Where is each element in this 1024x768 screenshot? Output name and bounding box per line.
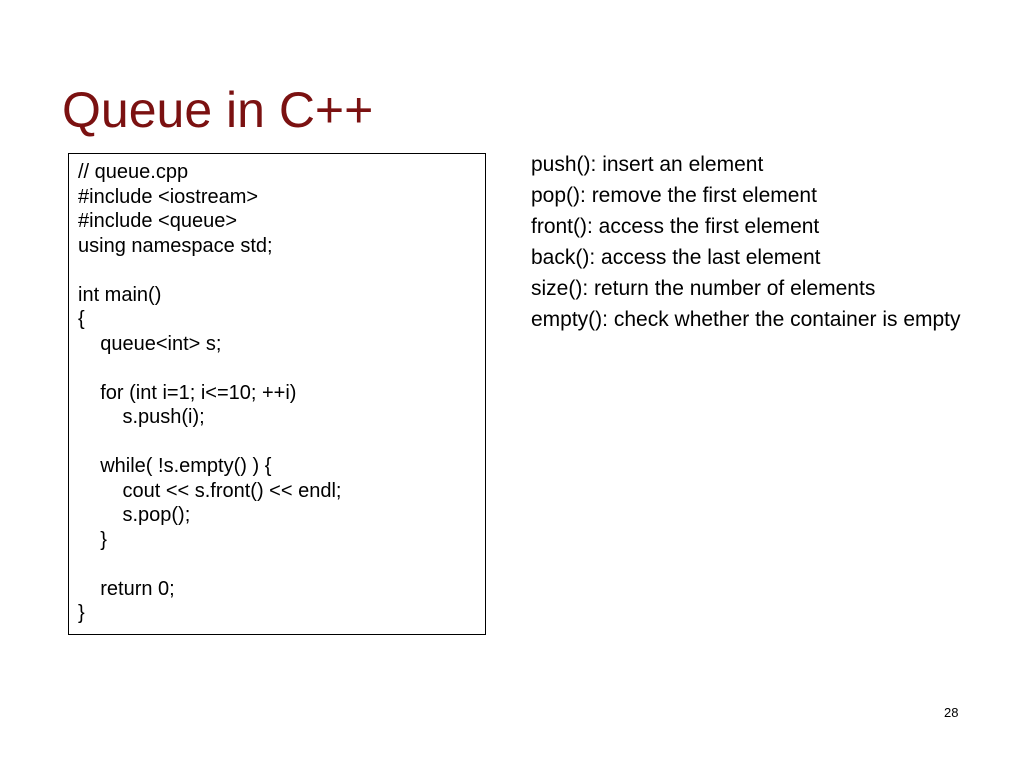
code-line: s.pop(); bbox=[78, 504, 191, 526]
method-list bbox=[531, 149, 1001, 335]
code-line: // queue.cpp bbox=[78, 161, 189, 183]
code-line: { bbox=[78, 308, 85, 330]
code-line: } bbox=[78, 528, 107, 551]
method-size: size(): return the number of elements bbox=[531, 277, 876, 300]
page-number: 28 bbox=[944, 705, 959, 720]
code-line: } bbox=[78, 602, 85, 624]
code-line bbox=[78, 552, 485, 577]
code-line: cout << s.front() << endl; bbox=[78, 479, 342, 502]
code-line: s.push(i); bbox=[78, 406, 205, 428]
code-line: int main() bbox=[78, 283, 162, 306]
code-line bbox=[78, 258, 485, 283]
code-line bbox=[78, 356, 485, 381]
code-line: #include <queue> bbox=[78, 210, 238, 232]
code-listing bbox=[68, 153, 486, 635]
slide-title: Queue in C++ bbox=[62, 82, 374, 138]
code-line bbox=[78, 430, 485, 455]
code-line: while( !s.empty() ) { bbox=[78, 455, 272, 477]
code-line: for (int i=1; i<=10; ++i) bbox=[78, 381, 297, 404]
code-line: queue<int> s; bbox=[78, 332, 222, 355]
method-empty: empty(): check whether the container is empty bbox=[531, 308, 961, 331]
method-front: front(): access the first element bbox=[531, 215, 820, 238]
method-pop: pop(): remove the first element bbox=[531, 184, 817, 207]
method-back: back(): access the last element bbox=[531, 246, 821, 269]
code-line: return 0; bbox=[78, 577, 175, 600]
code-line: #include <iostream> bbox=[78, 185, 259, 208]
code-line: using namespace std; bbox=[78, 234, 273, 257]
method-push: push(): insert an element bbox=[531, 153, 764, 176]
